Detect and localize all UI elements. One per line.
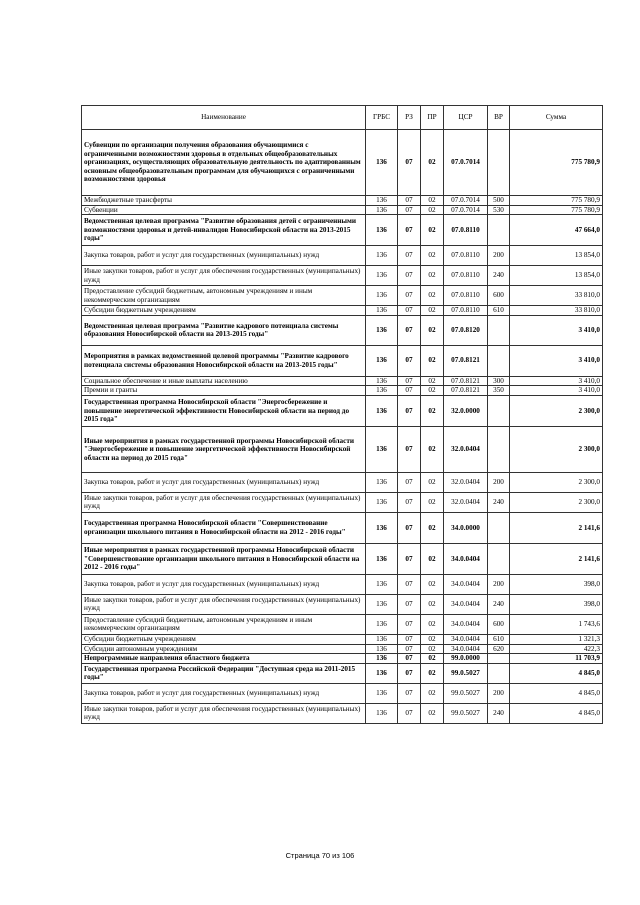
cell-csr: 07.0.7014 bbox=[444, 196, 488, 206]
cell-pr: 02 bbox=[421, 386, 444, 396]
cell-sum: 2 300,0 bbox=[510, 395, 603, 426]
cell-name: Субсидии автономным учреждениям bbox=[82, 644, 366, 654]
cell-csr: 07.0.8120 bbox=[444, 315, 488, 345]
budget-table-container bbox=[81, 105, 602, 724]
cell-name: Государственная программа Российской Федерации "Доступная среда на 2011-2015 годы" bbox=[82, 663, 366, 683]
cell-csr: 32.0.0000 bbox=[444, 395, 488, 426]
cell-name: Субсидии бюджетным учреждениям bbox=[82, 634, 366, 644]
cell-vr: 240 bbox=[488, 594, 510, 614]
cell-csr: 99.0.5027 bbox=[444, 683, 488, 703]
cell-pr: 02 bbox=[421, 130, 444, 196]
cell-grbs: 136 bbox=[366, 512, 398, 543]
table-row bbox=[82, 130, 603, 196]
cell-name: Субсидии бюджетным учреждениям bbox=[82, 306, 366, 316]
cell-csr: 07.0.8121 bbox=[444, 345, 488, 376]
cell-csr: 07.0.8121 bbox=[444, 376, 488, 386]
cell-name: Иные закупки товаров, работ и услуг для обеспечения государственных (муниципальных) нужд bbox=[82, 266, 366, 286]
cell-sum: 3 410,0 bbox=[510, 386, 603, 396]
cell-pr: 02 bbox=[421, 246, 444, 266]
table-row bbox=[82, 286, 603, 306]
cell-name: Предоставление субсидий бюджетным, автономным учреждениям и иным некоммерческим организациям bbox=[82, 286, 366, 306]
cell-sum: 2 141,6 bbox=[510, 543, 603, 574]
table-row bbox=[82, 306, 603, 316]
cell-grbs: 136 bbox=[366, 426, 398, 472]
cell-csr: 32.0.0404 bbox=[444, 426, 488, 472]
cell-sum: 4 845,0 bbox=[510, 663, 603, 683]
table-row bbox=[82, 345, 603, 376]
table-row bbox=[82, 594, 603, 614]
header-vr: ВР bbox=[488, 106, 510, 130]
cell-grbs: 136 bbox=[366, 663, 398, 683]
table-row bbox=[82, 426, 603, 472]
cell-sum: 422,3 bbox=[510, 644, 603, 654]
cell-sum: 11 703,9 bbox=[510, 654, 603, 664]
cell-vr bbox=[488, 426, 510, 472]
cell-pr: 02 bbox=[421, 266, 444, 286]
cell-rz: 07 bbox=[398, 683, 421, 703]
cell-name: Иные мероприятия в рамках государственной программы Новосибирской области "Энергосбережение и повышение энергетической эффективности Новосибирской области на период до 2015 года" bbox=[82, 426, 366, 472]
table-row bbox=[82, 634, 603, 644]
cell-vr bbox=[488, 512, 510, 543]
cell-name: Субвенции по организации получения образования обучающимися с ограниченными возможностями здоровья в отдельных общеобразовательных организациях, осуществляющих образовательную деятельность по адаптированным основным общеобразовательным программам для обучающихся с ограниченными возможностями здоровья bbox=[82, 130, 366, 196]
cell-csr: 07.0.7014 bbox=[444, 205, 488, 215]
cell-pr: 02 bbox=[421, 376, 444, 386]
cell-vr: 200 bbox=[488, 246, 510, 266]
table-row bbox=[82, 512, 603, 543]
cell-grbs: 136 bbox=[366, 215, 398, 246]
table-row bbox=[82, 654, 603, 664]
cell-pr: 02 bbox=[421, 196, 444, 206]
cell-grbs: 136 bbox=[366, 703, 398, 723]
table-body bbox=[82, 130, 603, 724]
cell-sum: 3 410,0 bbox=[510, 345, 603, 376]
cell-sum: 1 743,6 bbox=[510, 614, 603, 634]
cell-vr: 600 bbox=[488, 614, 510, 634]
cell-rz: 07 bbox=[398, 376, 421, 386]
cell-sum: 2 141,6 bbox=[510, 512, 603, 543]
table-row bbox=[82, 246, 603, 266]
cell-csr: 32.0.0404 bbox=[444, 472, 488, 492]
cell-pr: 02 bbox=[421, 574, 444, 594]
cell-rz: 07 bbox=[398, 196, 421, 206]
cell-rz: 07 bbox=[398, 594, 421, 614]
cell-grbs: 136 bbox=[366, 196, 398, 206]
cell-pr: 02 bbox=[421, 306, 444, 316]
header-rz: РЗ bbox=[398, 106, 421, 130]
cell-pr: 02 bbox=[421, 492, 444, 512]
cell-rz: 07 bbox=[398, 654, 421, 664]
cell-vr: 610 bbox=[488, 634, 510, 644]
cell-csr: 07.0.8110 bbox=[444, 246, 488, 266]
table-row bbox=[82, 543, 603, 574]
cell-vr: 200 bbox=[488, 472, 510, 492]
cell-vr bbox=[488, 543, 510, 574]
cell-sum: 1 321,3 bbox=[510, 634, 603, 644]
cell-grbs: 136 bbox=[366, 205, 398, 215]
cell-csr: 34.0.0404 bbox=[444, 574, 488, 594]
cell-grbs: 136 bbox=[366, 306, 398, 316]
cell-pr: 02 bbox=[421, 634, 444, 644]
table-row bbox=[82, 683, 603, 703]
cell-name: Закупка товаров, работ и услуг для государственных (муниципальных) нужд bbox=[82, 246, 366, 266]
cell-name: Премии и гранты bbox=[82, 386, 366, 396]
cell-grbs: 136 bbox=[366, 345, 398, 376]
cell-pr: 02 bbox=[421, 345, 444, 376]
table-row bbox=[82, 472, 603, 492]
cell-grbs: 136 bbox=[366, 472, 398, 492]
cell-sum: 4 845,0 bbox=[510, 683, 603, 703]
cell-sum: 398,0 bbox=[510, 594, 603, 614]
table-row bbox=[82, 215, 603, 246]
cell-name: Государственная программа Новосибирской области "Энергосбережение и повышение энергетической эффективности Новосибирской области на период до 2015 года" bbox=[82, 395, 366, 426]
cell-name: Ведомственная целевая программа "Развитие кадрового потенциала системы образования Новосибирской области на 2013-2015 годы" bbox=[82, 315, 366, 345]
cell-rz: 07 bbox=[398, 286, 421, 306]
cell-csr: 07.0.7014 bbox=[444, 130, 488, 196]
cell-csr: 34.0.0404 bbox=[444, 614, 488, 634]
cell-grbs: 136 bbox=[366, 543, 398, 574]
cell-rz: 07 bbox=[398, 386, 421, 396]
cell-csr: 34.0.0404 bbox=[444, 543, 488, 574]
cell-rz: 07 bbox=[398, 306, 421, 316]
cell-grbs: 136 bbox=[366, 386, 398, 396]
table-row bbox=[82, 205, 603, 215]
table-row bbox=[82, 703, 603, 723]
cell-rz: 07 bbox=[398, 543, 421, 574]
cell-csr: 07.0.8110 bbox=[444, 286, 488, 306]
table-row bbox=[82, 266, 603, 286]
page-number: Страница 70 из 106 bbox=[285, 851, 355, 860]
cell-vr: 350 bbox=[488, 386, 510, 396]
cell-pr: 02 bbox=[421, 644, 444, 654]
cell-rz: 07 bbox=[398, 614, 421, 634]
cell-sum: 775 780,9 bbox=[510, 130, 603, 196]
cell-grbs: 136 bbox=[366, 376, 398, 386]
cell-pr: 02 bbox=[421, 614, 444, 634]
cell-csr: 99.0.5027 bbox=[444, 703, 488, 723]
cell-grbs: 136 bbox=[366, 683, 398, 703]
table-row bbox=[82, 315, 603, 345]
cell-vr: 200 bbox=[488, 683, 510, 703]
cell-csr: 34.0.0404 bbox=[444, 634, 488, 644]
cell-vr: 240 bbox=[488, 703, 510, 723]
cell-csr: 07.0.8110 bbox=[444, 266, 488, 286]
cell-vr: 610 bbox=[488, 306, 510, 316]
table-row bbox=[82, 574, 603, 594]
cell-csr: 07.0.8110 bbox=[444, 306, 488, 316]
cell-sum: 13 854,0 bbox=[510, 246, 603, 266]
header-name: Наименование bbox=[82, 106, 366, 130]
cell-name: Непрограммные направления областного бюджета bbox=[82, 654, 366, 664]
cell-pr: 02 bbox=[421, 543, 444, 574]
cell-sum: 33 810,0 bbox=[510, 306, 603, 316]
cell-csr: 99.0.5027 bbox=[444, 663, 488, 683]
cell-rz: 07 bbox=[398, 644, 421, 654]
cell-pr: 02 bbox=[421, 703, 444, 723]
cell-vr bbox=[488, 315, 510, 345]
cell-grbs: 136 bbox=[366, 315, 398, 345]
cell-sum: 775 780,9 bbox=[510, 205, 603, 215]
cell-vr: 240 bbox=[488, 266, 510, 286]
cell-csr: 34.0.0000 bbox=[444, 512, 488, 543]
cell-rz: 07 bbox=[398, 315, 421, 345]
cell-vr: 600 bbox=[488, 286, 510, 306]
cell-sum: 398,0 bbox=[510, 574, 603, 594]
budget-table bbox=[81, 105, 603, 724]
cell-rz: 07 bbox=[398, 205, 421, 215]
cell-rz: 07 bbox=[398, 663, 421, 683]
cell-vr: 620 bbox=[488, 644, 510, 654]
cell-grbs: 136 bbox=[366, 654, 398, 664]
cell-sum: 3 410,0 bbox=[510, 315, 603, 345]
header-sum: Сумма bbox=[510, 106, 603, 130]
cell-rz: 07 bbox=[398, 130, 421, 196]
cell-grbs: 136 bbox=[366, 286, 398, 306]
cell-rz: 07 bbox=[398, 215, 421, 246]
cell-pr: 02 bbox=[421, 395, 444, 426]
cell-grbs: 136 bbox=[366, 266, 398, 286]
cell-sum: 33 810,0 bbox=[510, 286, 603, 306]
cell-vr: 200 bbox=[488, 574, 510, 594]
cell-name: Предоставление субсидий бюджетным, автономным учреждениям и иным некоммерческим организациям bbox=[82, 614, 366, 634]
cell-sum: 775 780,9 bbox=[510, 196, 603, 206]
cell-grbs: 136 bbox=[366, 644, 398, 654]
cell-sum: 47 664,0 bbox=[510, 215, 603, 246]
cell-grbs: 136 bbox=[366, 492, 398, 512]
cell-rz: 07 bbox=[398, 492, 421, 512]
cell-rz: 07 bbox=[398, 266, 421, 286]
table-header-row bbox=[82, 106, 603, 130]
cell-rz: 07 bbox=[398, 512, 421, 543]
cell-name: Ведомственная целевая программа "Развитие образования детей с ограниченными возможностями здоровья и детей-инвалидов Новосибирской области на 2013-2015 годы" bbox=[82, 215, 366, 246]
cell-grbs: 136 bbox=[366, 614, 398, 634]
cell-sum: 2 300,0 bbox=[510, 492, 603, 512]
cell-csr: 32.0.0404 bbox=[444, 492, 488, 512]
cell-pr: 02 bbox=[421, 594, 444, 614]
table-row bbox=[82, 196, 603, 206]
cell-vr: 530 bbox=[488, 205, 510, 215]
cell-pr: 02 bbox=[421, 512, 444, 543]
cell-pr: 02 bbox=[421, 315, 444, 345]
table-row bbox=[82, 395, 603, 426]
cell-vr bbox=[488, 654, 510, 664]
cell-name: Субвенции bbox=[82, 205, 366, 215]
cell-csr: 99.0.0000 bbox=[444, 654, 488, 664]
cell-sum: 3 410,0 bbox=[510, 376, 603, 386]
cell-name: Закупка товаров, работ и услуг для государственных (муниципальных) нужд bbox=[82, 574, 366, 594]
cell-pr: 02 bbox=[421, 683, 444, 703]
cell-vr bbox=[488, 130, 510, 196]
cell-vr: 240 bbox=[488, 492, 510, 512]
cell-vr bbox=[488, 663, 510, 683]
cell-grbs: 136 bbox=[366, 395, 398, 426]
cell-csr: 07.0.8121 bbox=[444, 386, 488, 396]
cell-name: Мероприятия в рамках ведомственной целевой программы "Развитие кадрового потенциала системы образования Новосибирской области на 2013-2015 годы" bbox=[82, 345, 366, 376]
cell-rz: 07 bbox=[398, 345, 421, 376]
cell-vr: 500 bbox=[488, 196, 510, 206]
cell-sum: 4 845,0 bbox=[510, 703, 603, 723]
cell-name: Иные закупки товаров, работ и услуг для обеспечения государственных (муниципальных) нужд bbox=[82, 492, 366, 512]
cell-pr: 02 bbox=[421, 286, 444, 306]
cell-rz: 07 bbox=[398, 472, 421, 492]
cell-vr bbox=[488, 395, 510, 426]
cell-csr: 07.0.8110 bbox=[444, 215, 488, 246]
table-row bbox=[82, 492, 603, 512]
cell-name: Межбюджетные трансферты bbox=[82, 196, 366, 206]
cell-grbs: 136 bbox=[366, 130, 398, 196]
cell-grbs: 136 bbox=[366, 634, 398, 644]
cell-pr: 02 bbox=[421, 205, 444, 215]
cell-grbs: 136 bbox=[366, 594, 398, 614]
cell-rz: 07 bbox=[398, 634, 421, 644]
cell-name: Закупка товаров, работ и услуг для государственных (муниципальных) нужд bbox=[82, 472, 366, 492]
cell-sum: 2 300,0 bbox=[510, 472, 603, 492]
cell-pr: 02 bbox=[421, 663, 444, 683]
cell-name: Иные закупки товаров, работ и услуг для обеспечения государственных (муниципальных) нужд bbox=[82, 594, 366, 614]
cell-pr: 02 bbox=[421, 215, 444, 246]
cell-vr: 300 bbox=[488, 376, 510, 386]
cell-grbs: 136 bbox=[366, 574, 398, 594]
table-row bbox=[82, 386, 603, 396]
cell-sum: 2 300,0 bbox=[510, 426, 603, 472]
cell-pr: 02 bbox=[421, 472, 444, 492]
cell-rz: 07 bbox=[398, 395, 421, 426]
table-row bbox=[82, 376, 603, 386]
cell-csr: 34.0.0404 bbox=[444, 644, 488, 654]
cell-name: Закупка товаров, работ и услуг для государственных (муниципальных) нужд bbox=[82, 683, 366, 703]
cell-pr: 02 bbox=[421, 654, 444, 664]
cell-vr bbox=[488, 345, 510, 376]
cell-vr bbox=[488, 215, 510, 246]
table-row bbox=[82, 663, 603, 683]
cell-rz: 07 bbox=[398, 246, 421, 266]
table-row bbox=[82, 614, 603, 634]
cell-grbs: 136 bbox=[366, 246, 398, 266]
header-csr: ЦСР bbox=[444, 106, 488, 130]
cell-pr: 02 bbox=[421, 426, 444, 472]
cell-rz: 07 bbox=[398, 703, 421, 723]
cell-rz: 07 bbox=[398, 574, 421, 594]
header-grbs: ГРБС bbox=[366, 106, 398, 130]
table-row bbox=[82, 644, 603, 654]
cell-name: Государственная программа Новосибирской области "Совершенствование организации школьного питания в Новосибирской области на 2012 - 2016 годы" bbox=[82, 512, 366, 543]
cell-sum: 13 854,0 bbox=[510, 266, 603, 286]
cell-rz: 07 bbox=[398, 426, 421, 472]
cell-name: Социальное обеспечение и иные выплаты населению bbox=[82, 376, 366, 386]
cell-csr: 34.0.0404 bbox=[444, 594, 488, 614]
cell-name: Иные мероприятия в рамках государственной программы Новосибирской области "Совершенствование организации школьного питания в Новосибирской области на 2012 - 2016 годы" bbox=[82, 543, 366, 574]
cell-name: Иные закупки товаров, работ и услуг для обеспечения государственных (муниципальных) нужд bbox=[82, 703, 366, 723]
header-pr: ПР bbox=[421, 106, 444, 130]
